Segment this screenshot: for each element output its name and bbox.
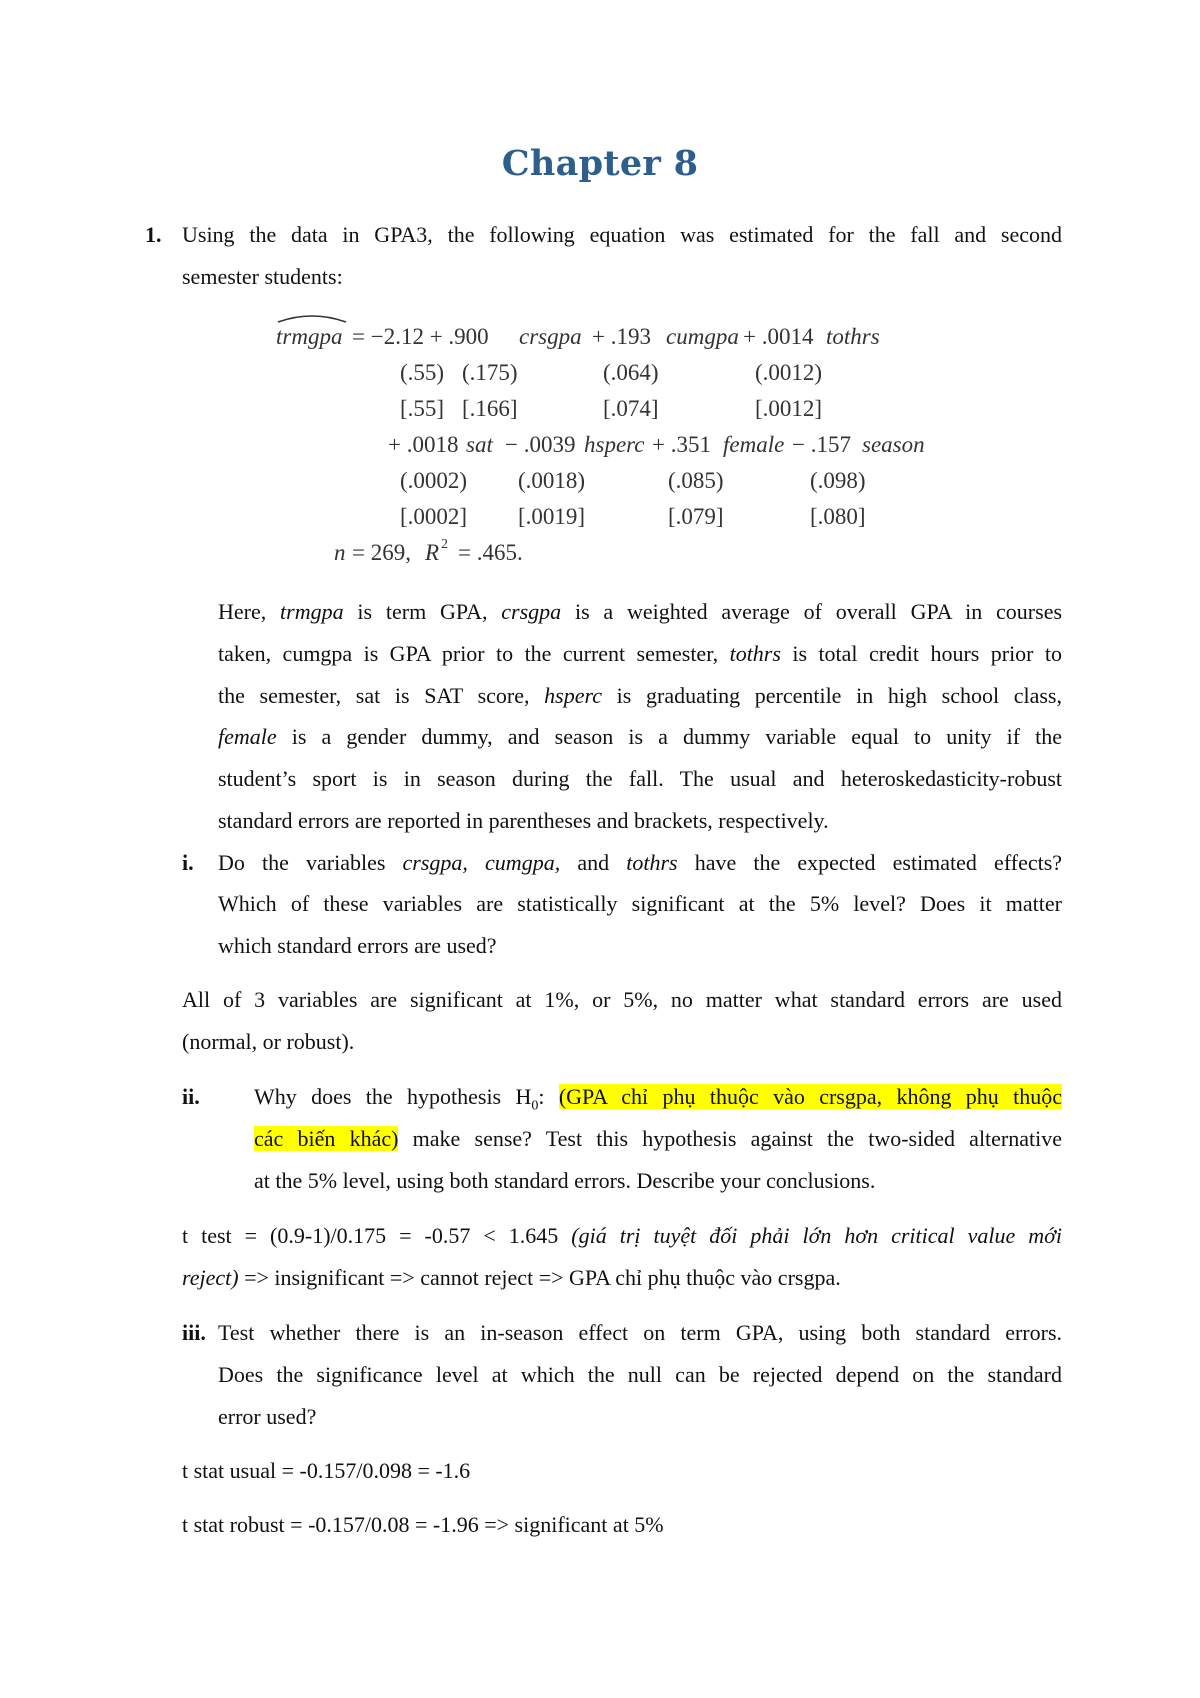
eq-term: + .0014 (743, 324, 814, 349)
std-error: (.55) (400, 360, 445, 385)
eq-variable: crsgpa (519, 324, 582, 349)
question-line: error used? (218, 1404, 317, 1429)
robust-error: [.074] (603, 396, 659, 421)
paragraph-line: student’s sport is in season during the fall. The usual and heteroskedasticity-robust (218, 766, 1062, 791)
question-line: các biến khác) make sense? Test this hypothesis against the two-sided alternative (254, 1126, 1063, 1151)
part-label: i. (182, 850, 194, 875)
eq-variable: tothrs (826, 324, 880, 349)
std-error: (.064) (603, 360, 659, 385)
part-label: ii. (182, 1084, 200, 1109)
question-intro-line: Using the data in GPA3, the following equation was estimated for the fall and second (182, 222, 1062, 247)
answer-line: t stat robust = -0.157/0.08 = -1.96 => significant at 5% (182, 1512, 664, 1537)
paragraph-line: Here, trmgpa is term GPA, crsgpa is a weighted average of overall GPA in courses (218, 599, 1063, 624)
question-intro-line: semester students: (182, 264, 343, 289)
paragraph-line: taken, cumgpa is GPA prior to the current semester, tothrs is total credit hours prior to (218, 641, 1063, 666)
paragraph-line: female is a gender dummy, and season is a dummy variable equal to unity if the (218, 724, 1063, 749)
question-line: Which of these variables are statistically significant at the 5% level? Does it matter (218, 891, 1062, 916)
question-line: Does the significance level at which the null can be rejected depend on the standard (218, 1362, 1062, 1387)
robust-error: [.080] (810, 504, 866, 529)
paragraph-line: the semester, sat is SAT score, hsperc is graduating percentile in high school class, (218, 683, 1062, 708)
question-line: Test whether there is an in-season effect on term GPA, using both standard errors. (218, 1320, 1062, 1345)
question-line: which standard errors are used? (218, 933, 497, 958)
highlighted-note: (GPA chỉ phụ thuộc vào crsgpa, không phụ thuộc (558, 1084, 1063, 1109)
hat-icon (276, 314, 348, 324)
eq-term: + .0018 (388, 432, 459, 457)
robust-error: [.55] (400, 396, 445, 421)
std-error: (.085) (668, 468, 724, 493)
std-error: (.0012) (755, 360, 823, 385)
answer-line: reject) => insignificant => cannot reject => GPA chỉ phụ thuộc vào crsgpa. (182, 1265, 841, 1290)
std-error: (.0002) (400, 468, 468, 493)
part-label: iii. (182, 1320, 206, 1345)
question-line: Do the variables crsgpa, cumgpa, and tothrs have the expected estimated effects? (218, 850, 1063, 875)
r-squared-value: = .465. (458, 540, 523, 565)
eq-variable: female (723, 432, 785, 457)
eq-term: − .0039 (505, 432, 576, 457)
page-title: Chapter 8 (501, 143, 699, 184)
answer-line: t stat usual = -0.157/0.098 = -1.6 (182, 1458, 471, 1483)
robust-error: [.079] (668, 504, 724, 529)
sample-size-value: = 269, (352, 540, 411, 565)
r-squared-superscript: 2 (441, 537, 448, 552)
highlighted-note: các biến khác) (254, 1126, 399, 1151)
robust-error: [.0012] (755, 396, 823, 421)
answer-line: t test = (0.9-1)/0.175 = -0.57 < 1.645 (giá trị tuyệt đối phải lớn hơn critical value mới (182, 1223, 1062, 1248)
answer-line: All of 3 variables are significant at 1%, or 5%, no matter what standard errors are used (182, 987, 1062, 1012)
robust-error: [.0002] (400, 504, 468, 529)
r-squared-label: R (425, 540, 440, 565)
eq-term: + .193 (592, 324, 651, 349)
lhs-variable: trmgpa (276, 322, 342, 352)
sample-size-label: n (334, 540, 346, 565)
answer-line: (normal, or robust). (182, 1029, 355, 1054)
paragraph-line: standard errors are reported in parentheses and brackets, respectively. (218, 808, 829, 833)
question-line: at the 5% level, using both standard errors. Describe your conclusions. (254, 1168, 876, 1193)
robust-error: [.166] (462, 396, 518, 421)
eq-variable: season (862, 432, 925, 457)
eq-variable: hsperc (584, 432, 645, 457)
question-number: 1. (145, 222, 162, 247)
std-error: (.0018) (518, 468, 586, 493)
question-line: Why does the hypothesis $H_0$: (GPA chỉ phụ thuộc vào crsgpa, không phụ thuộc (254, 1084, 1063, 1114)
eq-term: + .351 (652, 432, 711, 457)
eq-term: = −2.12 + .900 (352, 324, 489, 349)
eq-variable: cumgpa (666, 324, 739, 349)
eq-term: − .157 (792, 432, 851, 457)
robust-error: [.0019] (518, 504, 586, 529)
std-error: (.098) (810, 468, 866, 493)
std-error: (.175) (462, 360, 518, 385)
eq-variable: sat (466, 432, 493, 457)
